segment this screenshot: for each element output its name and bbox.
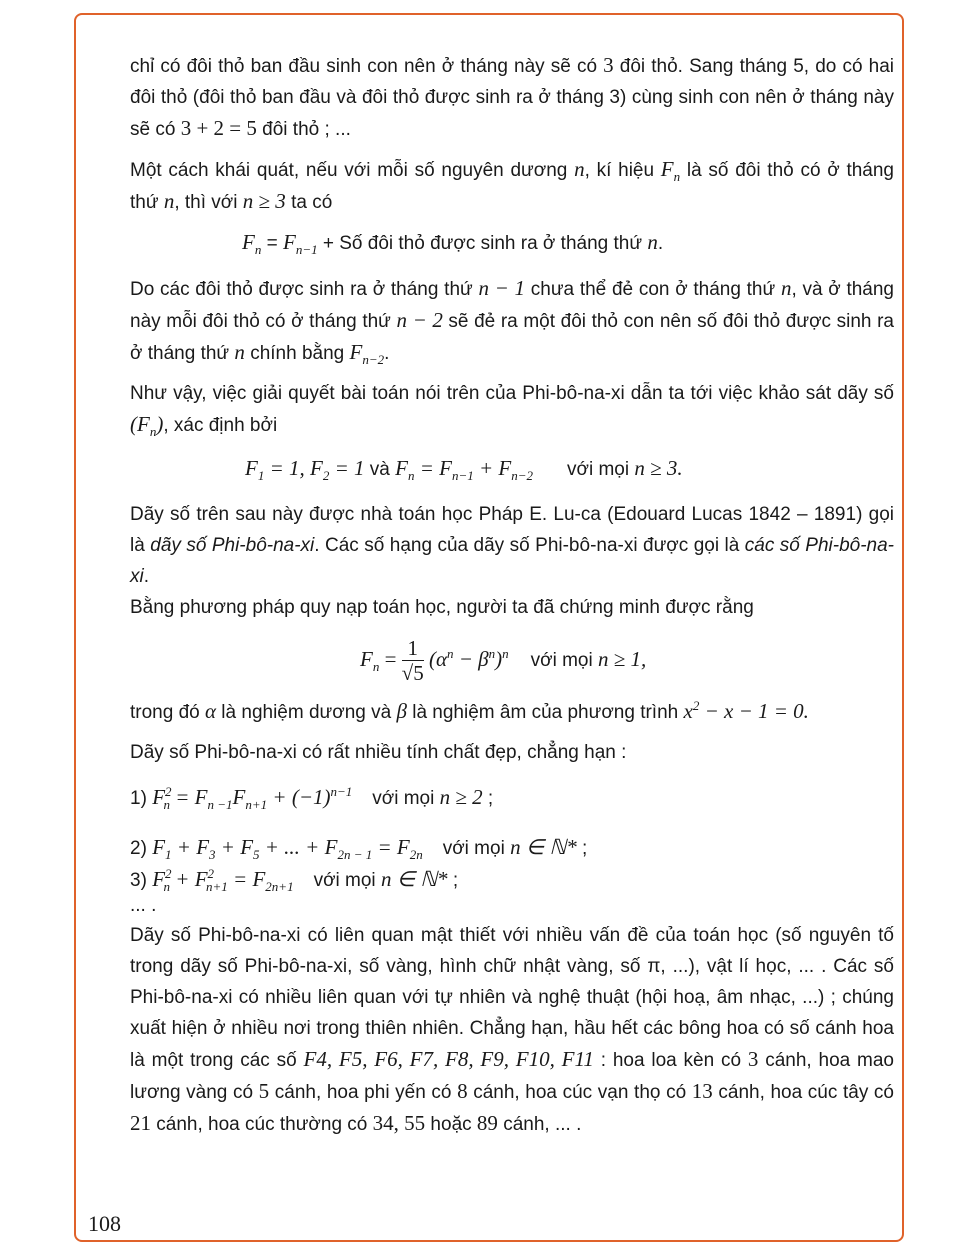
symbol: + (−1) [267,785,331,809]
numerator: 1 [402,636,424,661]
math-sequence [130,412,164,440]
math-initial-values [245,456,365,484]
symbol: F [152,835,166,859]
symbol: F [282,230,296,254]
subscript: n [407,468,415,484]
label: 1) [130,788,153,809]
math-var: n [780,276,792,300]
subscript: 1 [257,468,265,484]
text: Như vậy, việc giải quyết bài toán nói trên của Phi-bô-na-xi dẫn ta tới việc khảo sát dãy số [130,383,894,404]
symbol: (F [130,412,150,436]
text: , xác định bởi [163,415,278,436]
text: cánh, hoa phi yến có [269,1082,458,1103]
symbol: = 1, F [264,456,323,480]
number: 3 [747,1047,759,1071]
text: . Các số hạng của dãy số Phi-bô-na-xi được gọi là [314,535,745,556]
subscript: n −1 [207,797,233,813]
text: ; [576,838,588,859]
text: chỉ có đôi thỏ ban đầu sinh con nên ở tháng này sẽ có [130,56,604,77]
text: Một cách khái quát, nếu với mỗi số nguyên dương [130,160,575,181]
math-expression: $F_1 + F_3 + F_5$ + ... + $F_{2n - 1} = F_{2n}$ [152,835,423,863]
text: , thì với [174,192,243,213]
text: trong đó [130,702,205,723]
math-term [360,647,380,675]
text: , và ở tháng này mỗi đôi thỏ có ở tháng thứ [130,279,894,332]
math-condition: n ≥ 1, [597,647,647,671]
subscript: 2n [409,847,423,863]
symbol: = 1 [329,456,365,480]
paragraph-7 [130,696,894,728]
math-var: n [163,189,175,213]
text: cánh, hoa cúc vạn thọ có [467,1082,692,1103]
symbol: F [152,785,166,809]
label: 3) [130,870,153,891]
superscript: n [446,646,454,661]
text: là số đôi thỏ có ở tháng thứ [130,160,894,213]
text: . [143,566,150,587]
property-1 [130,782,894,814]
text: với mọi [442,838,511,859]
text: với mọi [313,870,381,891]
symbol: = F [227,867,266,891]
number: 89 [476,1111,498,1135]
number: 13 [691,1079,713,1103]
symbol: F [395,456,408,480]
symbol: F [242,230,255,254]
paragraph-5 [130,499,894,592]
superscript: n [502,646,509,661]
fraction [402,636,424,685]
text: Dãy số Phi-bô-na-xi có liên quan mật thiết với nhiều vấn đề của toán học (số nguyên tố trong dãy số Phi-bô-na-xi, số vàng, hình chữ nhật vàng, số π, ...), vật lí học, ... . Các số Phi-bô-na-xi có nhiều liên quan với tự nhiên và nghệ thuật (hội hoạ, âm nhạc, ...) ; chúng xuất hiện ở nhiều nơi trong thiên nhiên. Chẳng hạn, hầu hết các bông hoa có số cánh hoa là một trong các số [130,925,894,1071]
ellipsis: ... . [130,895,157,916]
paragraph-8: Dãy số Phi-bô-na-xi có rất nhiều tính chất đẹp, chẳng hạn : [130,742,627,763]
number: 5 [258,1079,270,1103]
symbol: F [232,785,246,809]
subscript: n [673,169,681,185]
formula-recurrence-description [130,227,894,259]
symbol: ) [156,412,164,436]
text: với mọi [567,459,635,480]
subscript: n−1 [295,242,318,258]
symbol: F [360,647,373,671]
subscript: n−2 [511,468,534,484]
text: . [657,233,664,254]
symbol: F [194,867,208,891]
formula-binet: $F_n$ = $\frac{1}{√5}$ $(\alpha^n - \beta^n)^n$ với mọi n ≥ 1, [360,636,647,686]
math-expression: $F^2_n + F^2_{n+1} = F_{2n+1}$ [152,866,294,895]
math-var: n [647,230,658,254]
paragraph-1 [130,50,894,145]
alpha-symbol: α [205,699,217,723]
math-var: n [574,157,585,181]
math-expression [424,647,509,671]
text: : hoa loa kèn có [593,1050,748,1071]
symbol: F [245,456,258,480]
math-condition: n ≥ 3 [242,189,286,213]
symbol: x [683,699,693,723]
text: , kí hiệu [584,160,661,181]
paragraph-3 [130,273,894,369]
math-term [242,230,262,258]
math-term [349,340,385,368]
text: đôi thỏ. Sang tháng 5, do có hai đôi thỏ (đôi thỏ ban đầu và đôi thỏ được sinh ra ở tháng 3) cùng sinh con nên ở tháng này sẽ có [130,56,894,140]
paragraph-4 [130,378,894,441]
formula-fibonacci-definition [130,453,894,485]
equals: = [261,233,283,254]
subscript: n [149,424,157,440]
math-var [660,157,681,185]
math-condition: n ≥ 3. [634,456,683,480]
math-var: n [234,340,245,364]
text: . [384,343,390,364]
text: ta có [285,192,333,213]
paragraph-9 [130,920,894,1140]
property-3 [130,864,894,896]
subscript: 5 [253,847,260,863]
symbol: + F [473,456,512,480]
math-expression: n − 2 [396,308,443,332]
symbol: (α [428,647,447,671]
property-2 [130,832,894,864]
text: với mọi [530,650,598,671]
text: và [364,459,396,480]
text: cánh, hoa cúc tây có [712,1082,895,1103]
subscript: 2 [322,468,330,484]
subscript: n−1 [451,468,474,484]
text: cánh, hoa cúc thường có [151,1114,373,1135]
text: cánh, hoa mao lương vàng có [130,1050,895,1103]
number: 3 [603,53,614,77]
subscript: n [163,879,171,895]
subscript: n [372,659,380,675]
subscript: 2n − 1 [337,847,373,863]
subscript: 1 [165,847,172,863]
subscript: n [163,797,171,813]
math-expression: $F^2_n = F_{n -1}F_{n+1} + (-1)^{n-1}$ [152,784,353,813]
denominator: √5 [401,661,424,686]
symbol: F [660,157,674,181]
symbol: + ... + F [259,835,338,859]
subscript: n [254,242,262,258]
symbol: = F [372,835,410,859]
superscript: n−1 [330,784,353,799]
symbol: = F [414,456,452,480]
label: 2) [130,838,153,859]
italic-term: dãy số Phi-bô-na-xi [150,535,315,556]
paragraph-6: Bằng phương pháp quy nạp toán học, người ta đã chứng minh được rằng [130,597,754,618]
math-list: F4, F5, F6, F7, F8, F9, F10, F11 [303,1047,594,1071]
superscript: n [488,646,496,661]
page-content [130,50,894,1140]
subscript: n−2 [362,352,385,368]
math-expression: 3 + 2 = 5 [180,116,257,140]
symbol: − β [453,647,489,671]
text: + Số đôi thỏ được sinh ra ở tháng thứ [317,233,648,254]
subscript: 2n+1 [265,879,294,895]
text: với mọi [372,788,440,809]
beta-symbol: β [396,699,407,723]
text: là nghiệm dương và [216,702,397,723]
text: cánh, ... . [497,1114,582,1135]
text: ; [447,870,459,891]
text: đôi thỏ ; ... [256,119,351,140]
subscript: n+1 [206,879,228,895]
subscript: n+1 [245,797,268,813]
symbol: F [152,867,166,891]
symbol: = F [170,785,208,809]
paragraph-2 [130,154,894,218]
page-number: 108 [88,1211,121,1236]
number: 21 [130,1111,151,1135]
math-term [282,230,318,258]
symbol: F [240,835,254,859]
symbol: F [349,340,363,364]
symbol: ) [495,647,503,671]
text: hoặc [425,1114,477,1135]
text: ; [482,788,494,809]
symbol: − x − 1 = 0. [699,699,809,723]
symbol: F [196,835,210,859]
text: Dãy số trên sau này được nhà toán học Pháp E. Lu-ca (Edouard Lucas 1842 – 1891) gọi là [130,504,894,556]
text: chưa thể đẻ con ở tháng thứ [525,279,781,300]
math-condition: n ∈ ℕ* [380,867,448,891]
math-recurrence [395,456,534,484]
text: Do các đôi thỏ được sinh ra ở tháng thứ [130,279,479,300]
text: sẽ đẻ ra một đôi thỏ con nên số đôi thỏ được sinh ra ở tháng thứ [130,311,894,364]
math-condition: n ∈ ℕ* [510,835,577,859]
italic-term: các số Phi-bô-na-xi [130,535,895,587]
math-condition: n ≥ 2 [439,785,483,809]
text: chính bằng [244,343,350,364]
math-equation: $x^2 - x - 1 = 0$. [683,698,809,723]
text: là nghiệm âm của phương trình [406,702,684,723]
subscript: 3 [209,847,216,863]
number: 8 [457,1079,468,1103]
number: 34, 55 [372,1111,426,1135]
math-expression: n − 1 [478,276,526,300]
